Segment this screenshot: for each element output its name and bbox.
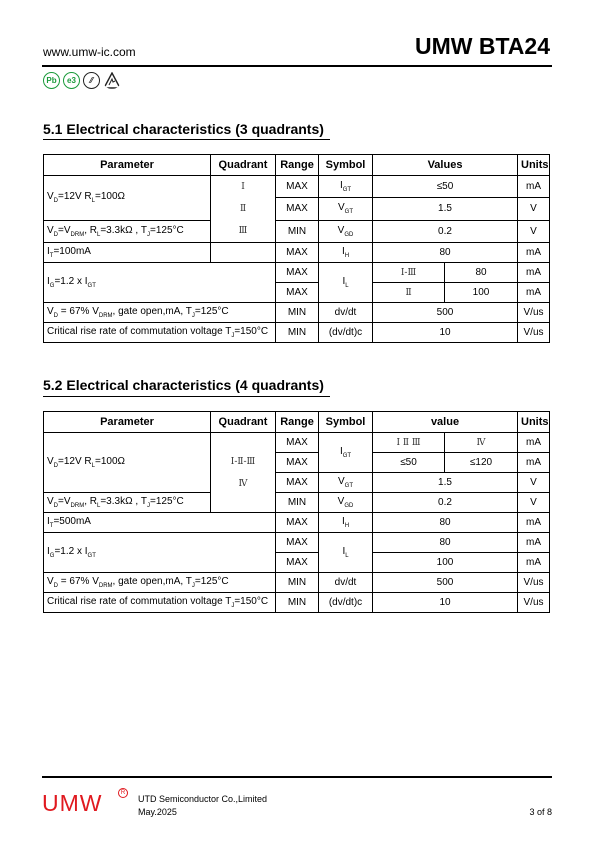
value-cell: 0.2 xyxy=(373,220,518,242)
range-cell: MAX xyxy=(276,533,319,553)
value-cell: 80 xyxy=(373,513,518,533)
section-title-4-quadrants: 5.2 Electrical characteristics (4 quadrants) xyxy=(43,377,324,393)
symbol-cell: $V_{GT}$ xyxy=(319,198,373,220)
col-header: value xyxy=(373,412,518,433)
value-cell: 500 xyxy=(373,303,518,323)
website-url[interactable]: www.umw-ic.com xyxy=(43,45,136,59)
symbol-cell: $V_{GT}$ xyxy=(319,473,373,493)
table-row xyxy=(44,243,550,263)
symbol-cell: (dv/dt)c xyxy=(319,323,373,343)
range-cell: MAX xyxy=(276,263,319,283)
section-underline xyxy=(43,139,330,140)
table-header-row xyxy=(44,155,550,176)
range-cell: MIN xyxy=(276,593,319,613)
value-cell: 80 xyxy=(445,263,518,283)
col-header: Range xyxy=(276,155,319,176)
unit-cell: V/us xyxy=(518,323,550,343)
symbol-cell: $I_L$ xyxy=(319,263,373,303)
table-row xyxy=(44,303,550,323)
unit-cell: mA xyxy=(518,513,550,533)
halogen-free-icon: ⁄⁄ xyxy=(83,72,100,89)
footer-divider xyxy=(42,776,552,778)
param-cell: $V_D=12V$ $R_L=100\Omega$ xyxy=(44,176,211,221)
symbol-cell: $I_H$ xyxy=(319,513,373,533)
quadrant-label: Ⅳ xyxy=(238,478,248,489)
value-cell: Ⅰ Ⅱ Ⅲ xyxy=(373,433,445,453)
value-cell: Ⅳ xyxy=(445,433,518,453)
header-divider xyxy=(42,65,552,67)
symbol-cell: $I_L$ xyxy=(319,533,373,573)
range-cell: MIN xyxy=(276,303,319,323)
unit-cell: mA xyxy=(518,533,550,553)
table-row xyxy=(44,433,550,453)
table-row xyxy=(44,263,550,283)
table-row xyxy=(44,493,550,513)
symbol-cell: $V_{GD}$ xyxy=(319,220,373,242)
quadrant-cell xyxy=(211,433,276,513)
unit-cell: V/us xyxy=(518,573,550,593)
param-cell: $I_G=1.2$ x $I_{GT}$ xyxy=(44,533,276,573)
range-cell: MAX xyxy=(276,433,319,453)
page-number: 3 of 8 xyxy=(529,807,552,817)
range-cell: MIN xyxy=(276,220,319,242)
company-name: UTD Semiconductor Co.,Limited xyxy=(138,794,268,804)
col-header: Units xyxy=(518,412,550,433)
col-header: Parameter xyxy=(44,155,211,176)
param-cell: $V_D=V_{DRM}$, $R_L=3.3k\Omega$ , $T_J=125^\circ C$ xyxy=(44,493,211,513)
unit-cell: V xyxy=(518,473,550,493)
param-cell: $I_T=100mA$ xyxy=(44,243,211,263)
col-header: Values xyxy=(373,155,518,176)
col-header: Quadrant xyxy=(211,412,276,433)
unit-cell: mA xyxy=(518,553,550,573)
unit-cell: mA xyxy=(518,263,550,283)
range-cell: MIN xyxy=(276,573,319,593)
table-row xyxy=(44,533,550,553)
esd-warning-icon xyxy=(103,72,121,89)
param-cell: $I_G=1.2$ x $I_{GT}$ xyxy=(44,263,276,303)
symbol-cell: dv/dt xyxy=(319,573,373,593)
quadrant-label: Ⅰ xyxy=(241,182,245,192)
unit-cell: V/us xyxy=(518,593,550,613)
subquadrant-cell: Ⅰ-Ⅲ xyxy=(373,263,445,283)
range-cell: MAX xyxy=(276,473,319,493)
value-cell: 1.5 xyxy=(373,198,518,220)
pb-free-icon: Pb xyxy=(43,72,60,89)
param-cell: $V_D=12V$ $R_L=100\Omega$ xyxy=(44,433,211,493)
value-cell: 10 xyxy=(373,593,518,613)
range-cell: MAX xyxy=(276,283,319,303)
unit-cell: V xyxy=(518,493,550,513)
value-cell: 0.2 xyxy=(373,493,518,513)
value-cell: 500 xyxy=(373,573,518,593)
value-cell: 1.5 xyxy=(373,473,518,493)
table-row xyxy=(44,573,550,593)
unit-cell: mA xyxy=(518,433,550,453)
symbol-cell: (dv/dt)c xyxy=(319,593,373,613)
range-cell: MAX xyxy=(276,243,319,263)
param-cell: Critical rise rate of commutation voltage $T_J=150^\circ C$ xyxy=(44,593,276,613)
table-3-quadrants xyxy=(43,154,550,343)
param-cell: $V_D = 67\%$ $V_{DRM}$, gate open,mA, $T_J=125^\circ C$ xyxy=(44,573,276,593)
section-underline xyxy=(43,396,330,397)
table-4-quadrants xyxy=(43,411,550,613)
col-header: Symbol xyxy=(319,412,373,433)
unit-cell: V xyxy=(518,220,550,242)
value-cell: ≤50 xyxy=(373,453,445,473)
range-cell: MAX xyxy=(276,453,319,473)
range-cell: MAX xyxy=(276,176,319,198)
value-cell: ≤50 xyxy=(373,176,518,198)
value-cell: ≤120 xyxy=(445,453,518,473)
unit-cell: mA xyxy=(518,243,550,263)
release-date: May.2025 xyxy=(138,807,177,817)
value-cell: 80 xyxy=(373,533,518,553)
unit-cell: V/us xyxy=(518,303,550,323)
table-row xyxy=(44,220,550,242)
range-cell: MIN xyxy=(276,323,319,343)
symbol-cell: $V_{GD}$ xyxy=(319,493,373,513)
section-title-3-quadrants: 5.1 Electrical characteristics (3 quadrants) xyxy=(43,121,324,137)
unit-cell: mA xyxy=(518,283,550,303)
value-cell: 100 xyxy=(445,283,518,303)
e3-icon: e3 xyxy=(63,72,80,89)
param-cell: $I_T=500mA$ xyxy=(44,513,276,533)
value-cell: 100 xyxy=(373,553,518,573)
symbol-cell: dv/dt xyxy=(319,303,373,323)
table-row xyxy=(44,513,550,533)
quadrant-label: Ⅰ-Ⅱ-Ⅲ xyxy=(230,456,256,467)
range-cell: MIN xyxy=(276,493,319,513)
table-header-row xyxy=(44,412,550,433)
compliance-badges xyxy=(43,72,121,89)
value-cell: 80 xyxy=(373,243,518,263)
umw-logo: UMW xyxy=(42,790,103,816)
value-cell: 10 xyxy=(373,323,518,343)
quadrant-cell xyxy=(211,176,276,243)
param-cell: Critical rise rate of commutation voltage $T_J=150^\circ C$ xyxy=(44,323,276,343)
subquadrant-cell: Ⅱ xyxy=(373,283,445,303)
quadrant-label: Ⅱ xyxy=(239,204,247,214)
part-number-title: UMW BTA24 xyxy=(414,33,550,59)
registered-mark: R xyxy=(118,788,128,798)
range-cell: MAX xyxy=(276,198,319,220)
param-cell: $V_D = 67\%$ $V_{DRM}$, gate open,mA, $T_J=125^\circ C$ xyxy=(44,303,276,323)
symbol-cell: $I_{GT}$ xyxy=(319,433,373,473)
col-header: Units xyxy=(518,155,550,176)
unit-cell: mA xyxy=(518,176,550,198)
unit-cell: mA xyxy=(518,453,550,473)
table-row xyxy=(44,176,550,198)
table-row xyxy=(44,593,550,613)
col-header: Range xyxy=(276,412,319,433)
quadrant-cell xyxy=(211,243,276,263)
range-cell: MAX xyxy=(276,513,319,533)
range-cell: MAX xyxy=(276,553,319,573)
param-cell: $V_D=V_{DRM}$, $R_L=3.3k\Omega$ , $T_J=125^\circ C$ xyxy=(44,220,211,242)
col-header: Quadrant xyxy=(211,155,276,176)
symbol-cell: $I_{GT}$ xyxy=(319,176,373,198)
col-header: Parameter xyxy=(44,412,211,433)
table-row xyxy=(44,323,550,343)
quadrant-label: Ⅲ xyxy=(238,226,248,236)
col-header: Symbol xyxy=(319,155,373,176)
symbol-cell: $I_H$ xyxy=(319,243,373,263)
unit-cell: V xyxy=(518,198,550,220)
